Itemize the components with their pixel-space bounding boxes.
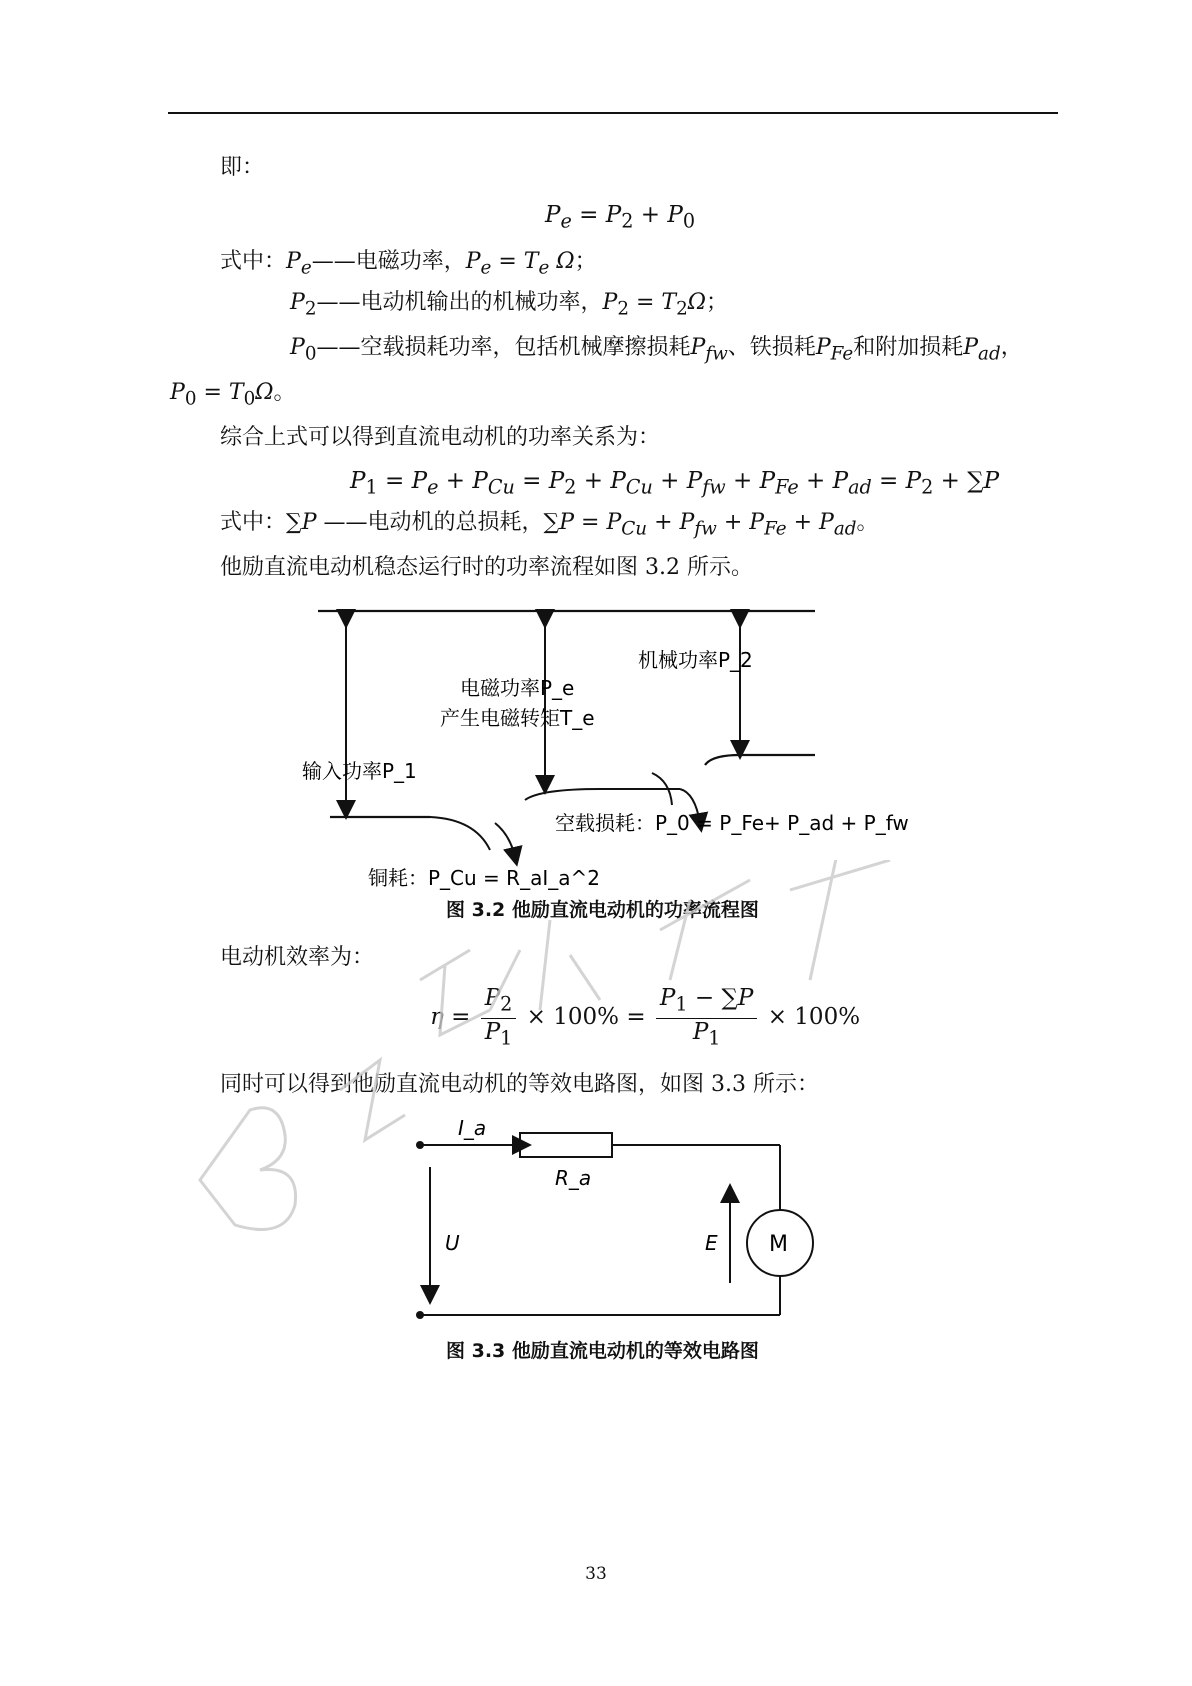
watermark-text: B站小广告	[190, 1255, 195, 1256]
label-input-power: 输入功率P_1	[302, 759, 417, 783]
label-resistor: R_a	[555, 1166, 592, 1190]
copper-loss-curve	[430, 817, 490, 850]
equation-pe: $P_e = P_2 + P_0$	[545, 202, 696, 233]
figure-3-3-caption: 图 3.3 他励直流电动机的等效电路图	[446, 1340, 759, 1362]
label-current: I_a	[458, 1116, 487, 1140]
page-number: 33	[585, 1564, 607, 1584]
equation-p1: $P_1 = P_e + P_{Cu} = P_2 + P_{Cu} + P_{fw} + P_{Fe} + P_{ad} = P_2 + \sum P$	[350, 468, 1000, 499]
definition-p2: $P_2——$电动机输出的机械功率，$P_2 = T_2\Omega$；	[290, 290, 729, 320]
equation-efficiency: η = $\frac{P_2}{P_1}$ × 100% = $\frac{P_1 - \sum P}{P_1}$ × 100%	[430, 985, 861, 1050]
resistor	[520, 1133, 612, 1157]
text-ji: 即：	[220, 155, 265, 180]
label-noload-loss: 空载损耗：P_0 = P_Fe+ P_ad + P_fw	[555, 811, 909, 835]
definition-p0-cont: $P_0 = T_0\Omega$。	[170, 380, 296, 410]
label-emf: E	[705, 1231, 718, 1255]
definition-pe: 式中：$P_e——$电磁功率，$P_e = T_e$ Ω；	[220, 249, 597, 279]
definition-p0: $P_0——$空载损耗功率，包括机械摩擦损耗$P_{fw}$、铁损耗$P_{Fe}$和附加损耗$P_{ad}$，	[290, 335, 1023, 365]
figure-equivalent-circuit	[400, 1115, 840, 1330]
mech-base-line	[705, 755, 815, 765]
label-motor: M	[769, 1232, 788, 1257]
label-em-torque: 产生电磁转矩T_e	[440, 706, 595, 730]
text-efficiency-intro: 电动机效率为：	[220, 945, 375, 970]
text-circuit-intro: 同时可以得到他励直流电动机的等效电路图，如图 3.3 所示：	[220, 1072, 819, 1097]
figure-power-flow	[300, 595, 940, 895]
label-em-power: 电磁功率P_e	[460, 676, 575, 700]
em-base-line	[525, 789, 680, 800]
text-summary: 综合上式可以得到直流电动机的功率关系为：	[220, 425, 661, 450]
copper-loss-arrow	[495, 823, 515, 857]
label-voltage: U	[445, 1231, 460, 1255]
figure-3-2-caption: 图 3.2 他励直流电动机的功率流程图	[446, 899, 759, 921]
label-mech-power: 机械功率P_2	[638, 648, 753, 672]
definition-total-loss: 式中：∑P ——电动机的总损耗，$\sum P = P_{Cu} + P_{fw} + P_{Fe} + P_{ad}$。	[220, 510, 879, 540]
text-flow-intro: 他励直流电动机稳态运行时的功率流程如图 3.2 所示。	[220, 555, 753, 580]
header-rule	[168, 112, 1058, 114]
label-copper-loss: 铜耗：P_Cu = R_aI_a^2	[368, 866, 600, 890]
